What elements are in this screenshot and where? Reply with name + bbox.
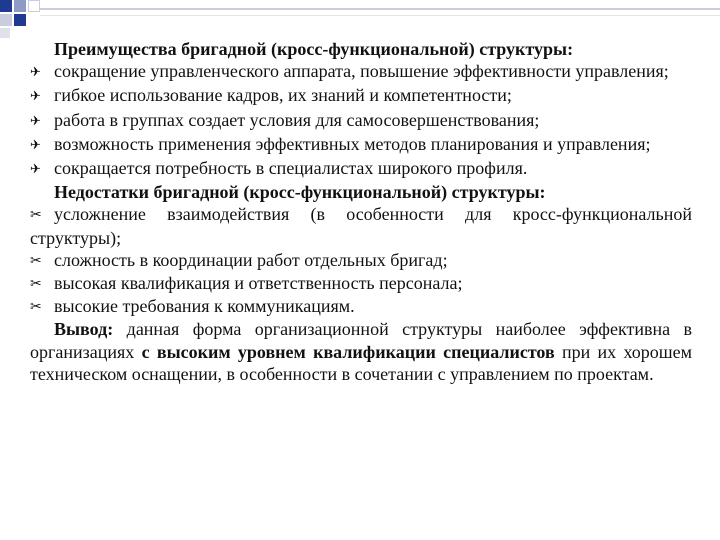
- arrow-bullet-icon: ✈: [30, 162, 41, 178]
- advantage-item: [30, 84, 692, 108]
- deco-line: [40, 15, 720, 16]
- arrow-bullet-icon: ✈: [30, 113, 41, 129]
- arrow-bullet-icon: ✈: [30, 137, 41, 153]
- disadvantages-heading: Недостатки бригадной (кросс-функциональной) структуры:: [54, 182, 546, 203]
- advantage-text: сокращение управленческого аппарата, повышение эффективности управления;: [54, 61, 669, 82]
- disadvantage-text: усложнение взаимодействия (в особенности для кросс-функциональной структуры);: [30, 204, 692, 248]
- disadvantage-text: высокая квалификация и ответственность персонала;: [54, 273, 463, 294]
- deco-square: [28, 0, 40, 12]
- scissors-bullet-icon: ✂: [30, 252, 42, 269]
- header-decoration: [0, 0, 720, 40]
- disadvantage-text: высокие требования к коммуникациям.: [54, 296, 355, 317]
- deco-square: [0, 0, 12, 12]
- disadvantage-item: [30, 203, 692, 248]
- scissors-bullet-icon: ✂: [30, 299, 42, 316]
- deco-line: [40, 8, 720, 10]
- deco-square: [14, 14, 26, 26]
- advantage-item: [30, 133, 692, 157]
- disadvantage-item: [30, 295, 692, 318]
- advantage-text: возможность применения эффективных методов планирования и управления;: [54, 133, 651, 154]
- advantage-text: работа в группах создает условия для самосовершенствования;: [54, 109, 540, 130]
- advantages-heading: Преимущества бригадной (кросс-функциональной) структуры:: [54, 39, 574, 59]
- scissors-bullet-icon: ✂: [30, 207, 42, 224]
- arrow-bullet-icon: ✈: [30, 89, 41, 105]
- disadvantage-text: сложность в координации работ отдельных бригад;: [54, 249, 448, 270]
- conclusion-paragraph: [30, 318, 692, 385]
- advantage-item: [30, 157, 692, 181]
- disadvantage-item: [30, 272, 692, 295]
- scissors-bullet-icon: ✂: [30, 276, 42, 293]
- deco-square: [14, 0, 26, 12]
- deco-square: [0, 28, 10, 38]
- conclusion-text: данная форма организационной структуры наиболее эффективна в организациях: [30, 319, 692, 362]
- conclusion-text: при их хорошем техническом оснащении, в особенности в сочетании с управлением по проектам.: [30, 341, 692, 384]
- deco-square: [0, 14, 12, 26]
- advantage-text: сокращается потребность в специалистах широкого профиля.: [54, 158, 528, 179]
- advantage-item: [30, 60, 692, 84]
- arrow-bullet-icon: ✈: [30, 65, 41, 81]
- disadvantage-item: [30, 249, 692, 272]
- advantage-text: гибкое использование кадров, их знаний и компетентности;: [54, 85, 512, 106]
- conclusion-label: Вывод:: [54, 319, 114, 340]
- slide-content: [30, 38, 692, 385]
- conclusion-emphasis: с высоким уровнем квалификации специалистов: [141, 341, 555, 362]
- advantage-item: [30, 109, 692, 133]
